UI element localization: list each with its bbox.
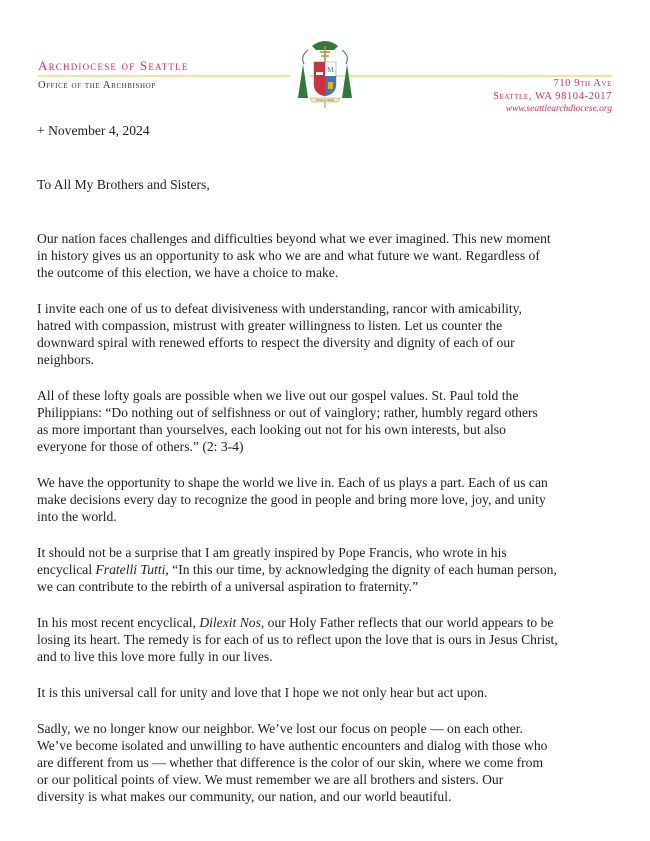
website-link[interactable]: www.seattlearchdiocese.org: [505, 104, 612, 114]
letter-date: + November 4, 2024: [37, 123, 150, 138]
paragraph-line: [37, 247, 617, 264]
letter-paragraphs: [37, 230, 617, 805]
line-text: hatred with compassion, mistrust with greater willingness to listen. Let us counter the: [37, 318, 503, 333]
line-text: Philippians: “Do nothing out of selfishness or out of vainglory; rather, humbly regard others: [37, 405, 538, 420]
paragraph-line: [37, 317, 617, 334]
body-paragraph: [37, 300, 617, 368]
line-text: are different from us — whether that difference is the color of our skin, where we come from: [37, 755, 544, 770]
paragraph-line: [37, 684, 617, 701]
body-paragraph: [37, 230, 617, 281]
paragraph-line: [37, 387, 617, 404]
line-text: neighbors.: [37, 352, 95, 367]
paragraph-line: [37, 421, 617, 438]
line-text: and to live this love more fully in our lives.: [37, 649, 273, 664]
paragraph-line: [37, 614, 617, 631]
paragraph-line: [37, 404, 617, 421]
paragraph-line: [37, 771, 617, 788]
line-text: downward spiral with renewed efforts to respect the diversity and dignity of each of our: [37, 335, 515, 350]
line-text: encyclical: [37, 562, 96, 577]
paragraph-line: [37, 578, 617, 595]
line-text: We have the opportunity to shape the world we live in. Each of us plays a part. Each of us can: [37, 475, 548, 490]
paragraph-line: [37, 508, 617, 525]
line-text: as more important than yourselves, each looking out not for his own interests, but also: [37, 422, 506, 437]
archdiocese-name: Archdiocese of Seattle: [38, 58, 189, 73]
line-text: make decisions every day to recognize the good in people and bring more love, joy, and unity: [37, 492, 546, 507]
line-text: Sadly, we no longer know our neighbor. We’ve lost our focus on people — on each other.: [37, 721, 523, 736]
body-paragraph: [37, 720, 617, 805]
paragraph-line: [37, 544, 617, 561]
line-text: It should not be a surprise that I am greatly inspired by Pope Francis, who wrote in his: [37, 545, 507, 560]
line-text: We’ve become isolated and unwilling to have authentic encounters and dialog with those who: [37, 738, 548, 753]
body-paragraph: [37, 474, 617, 525]
header-rule-left: [38, 75, 290, 77]
paragraph-line: [37, 334, 617, 351]
paragraph-line: [37, 264, 617, 281]
line-text: everyone for those of others.” (2: 3-4): [37, 439, 244, 454]
line-text: I invite each one of us to defeat divisiveness with understanding, rancor with amicability,: [37, 301, 522, 316]
street-address: 710 9th Ave: [553, 78, 612, 89]
line-text: It is this universal call for unity and love that I hope we not only hear but act upon.: [37, 685, 488, 700]
line-text: or our political points of view. We must remember we are all brothers and sisters. Our: [37, 772, 504, 787]
line-text: In his most recent encyclical,: [37, 615, 200, 630]
svg-text:Servus in caritate: Servus in caritate: [315, 99, 335, 102]
line-text: we can contribute to the rebirth of a universal aspiration to fraternity.”: [37, 579, 419, 594]
line-text: , our Holy Father reflects that our world appears to be: [260, 615, 554, 630]
body-paragraph: [37, 387, 617, 455]
body-paragraph: [37, 614, 617, 665]
svg-text:M: M: [327, 66, 334, 74]
paragraph-line: [37, 438, 617, 455]
coat-of-arms-logo: [294, 38, 356, 110]
letter-body: [37, 122, 617, 824]
paragraph-line: [37, 788, 617, 805]
paragraph-line: [37, 491, 617, 508]
paragraph-line: [37, 300, 617, 317]
line-text: All of these lofty goals are possible when we live out our gospel values. St. Paul told the: [37, 388, 519, 403]
body-paragraph: [37, 544, 617, 595]
paragraph-line: [37, 561, 617, 578]
paragraph-line: [37, 754, 617, 771]
paragraph-line: [37, 648, 617, 665]
line-text: the outcome of this election, we have a choice to make.: [37, 265, 339, 280]
paragraph-line: [37, 230, 617, 247]
salutation: To All My Brothers and Sisters,: [37, 177, 210, 192]
line-text: losing its heart. The remedy is for each of us to reflect upon the love that is ours in Jesus Christ,: [37, 632, 558, 647]
italic-title: Dilexit Nos: [199, 615, 261, 630]
paragraph-line: [37, 720, 617, 737]
paragraph-line: [37, 351, 617, 368]
line-text: Our nation faces challenges and difficulties beyond what we ever imagined. This new moment: [37, 231, 551, 246]
office-name: Office of the Archbishop: [38, 80, 156, 91]
line-text: in history gives us an opportunity to ask who we are and what future we want. Regardless of: [37, 248, 540, 263]
address-block: [493, 77, 612, 116]
line-text: diversity is what makes our community, our nation, and our world beautiful.: [37, 789, 452, 804]
line-text: into the world.: [37, 509, 117, 524]
italic-title: Fratelli Tutti: [95, 562, 166, 577]
line-text: , “In this our time, by acknowledging the dignity of each human person,: [165, 562, 557, 577]
paragraph-line: [37, 474, 617, 491]
body-paragraph: [37, 684, 617, 701]
paragraph-line: [37, 737, 617, 754]
city-address: Seattle, WA 98104-2017: [493, 91, 612, 102]
paragraph-line: [37, 631, 617, 648]
